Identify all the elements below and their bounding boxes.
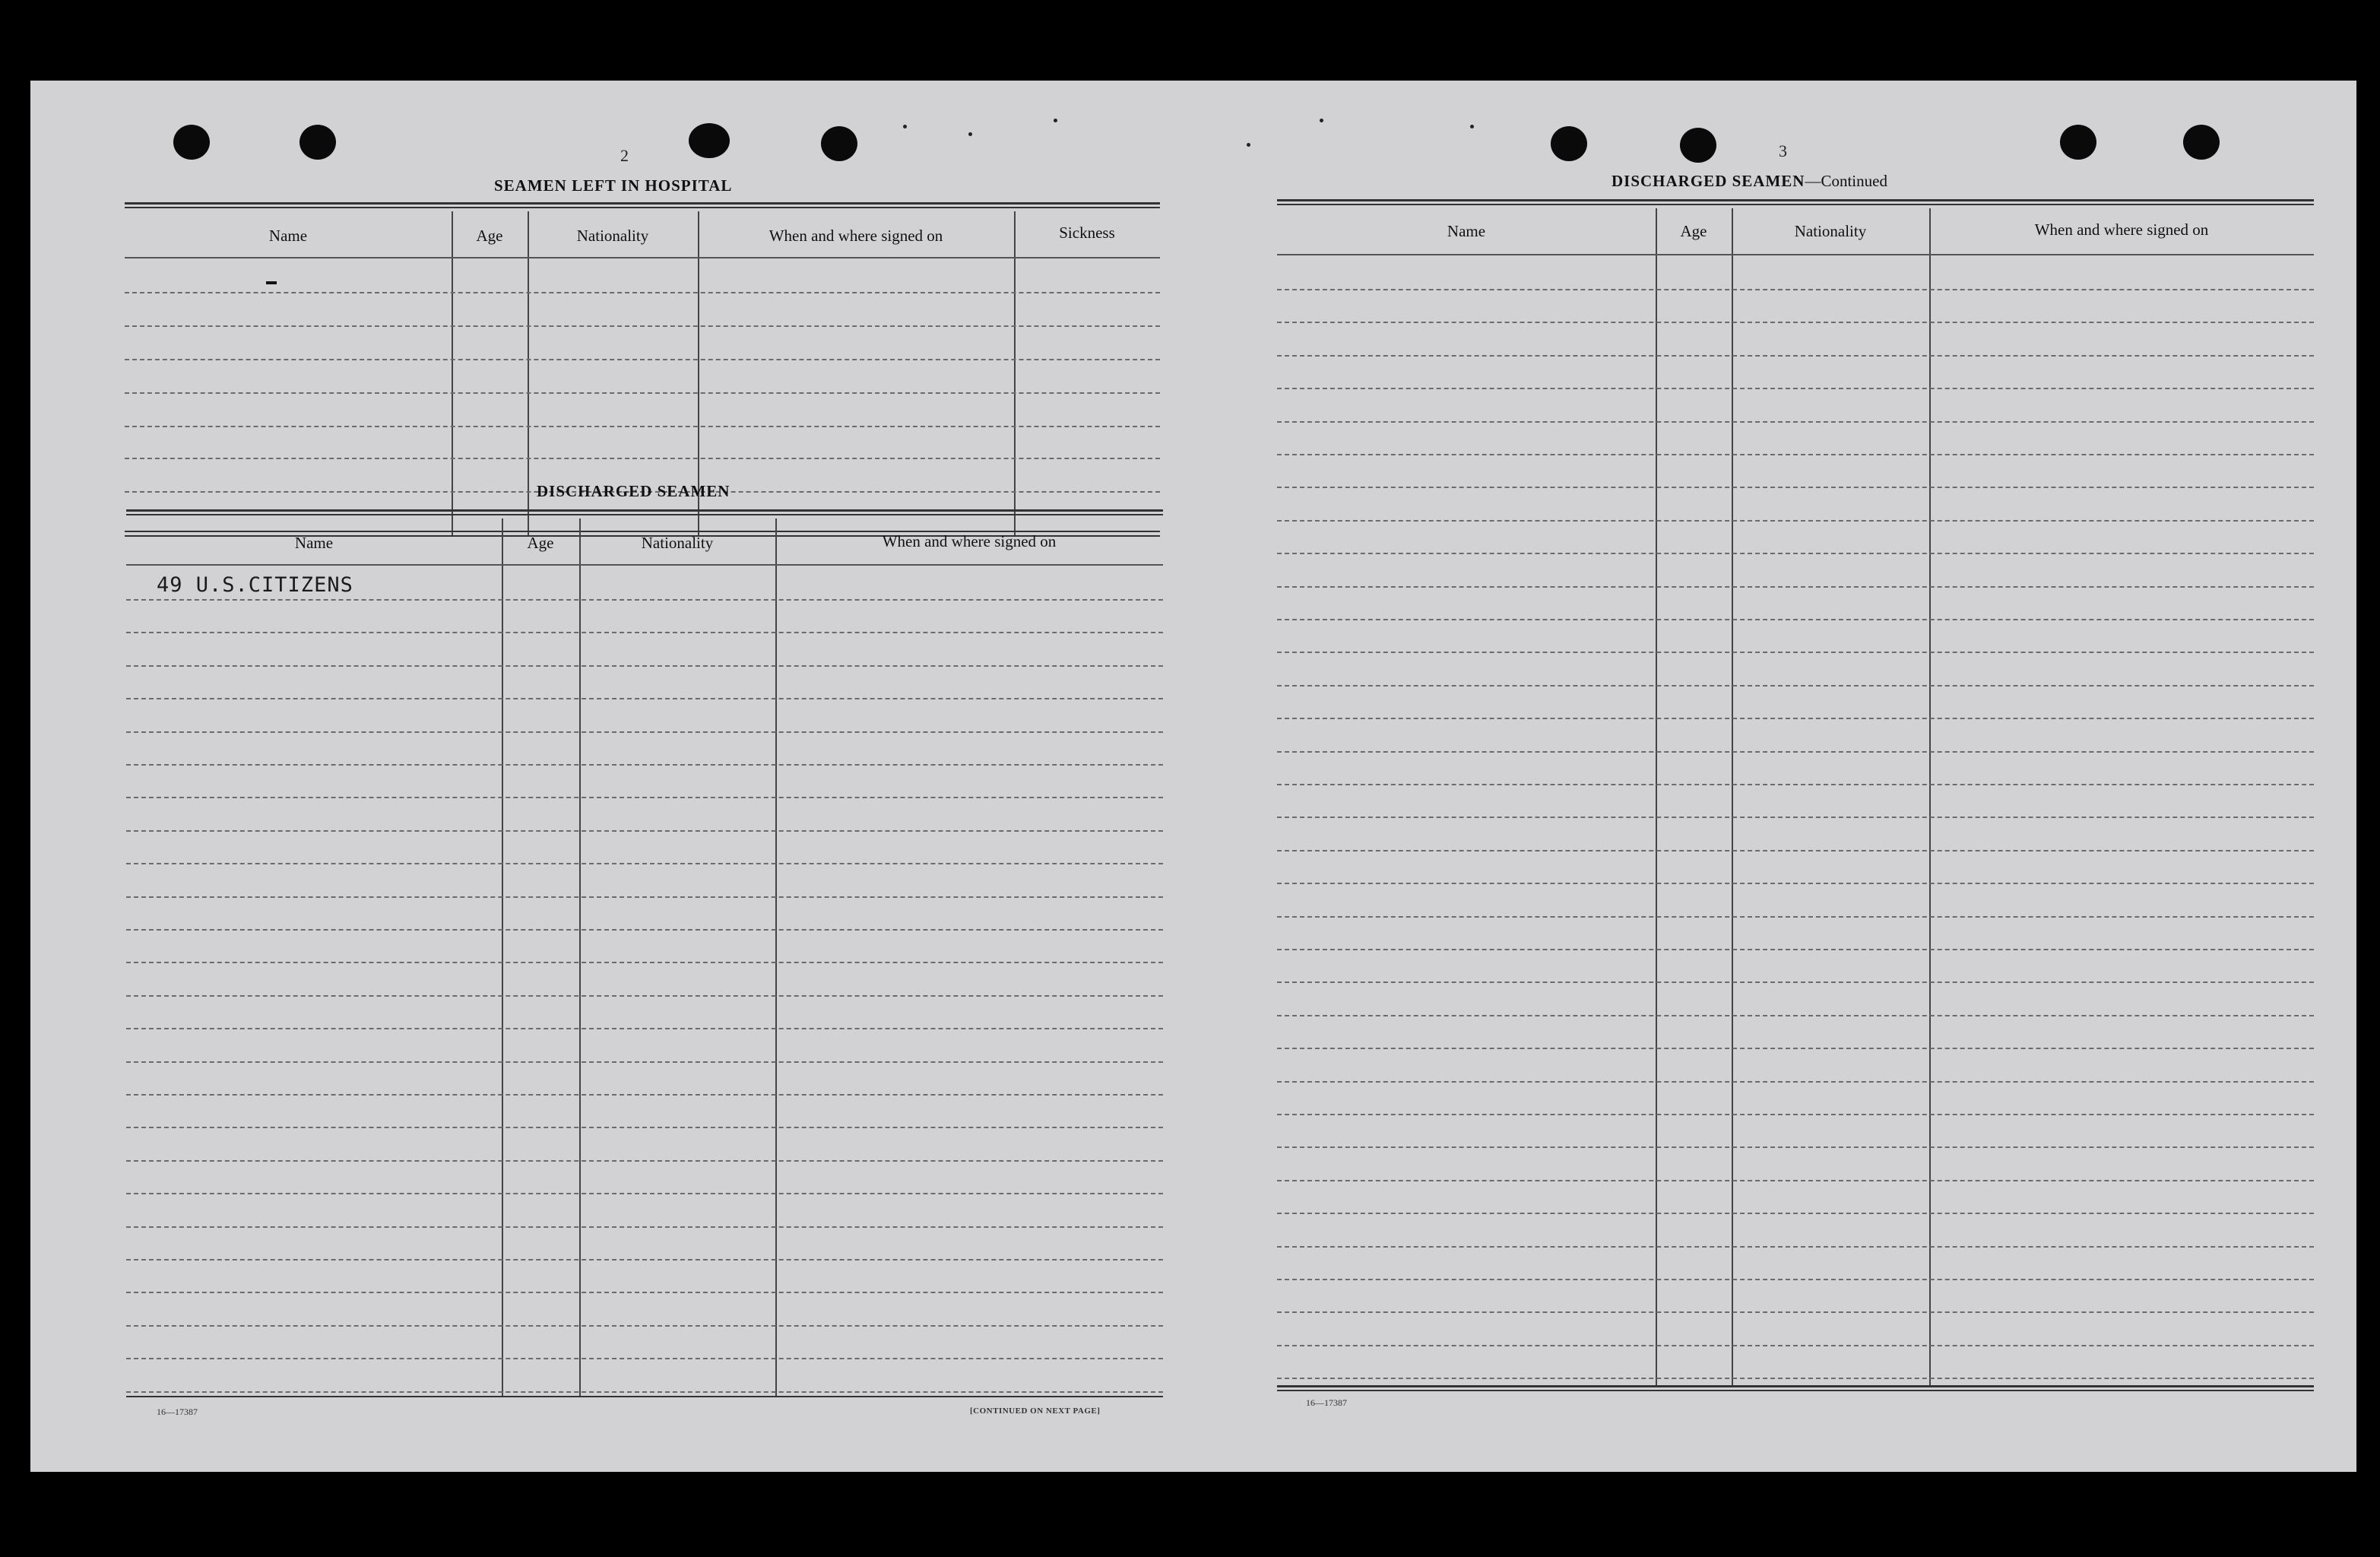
row-line [1277,652,2314,653]
row-line [1277,685,2314,687]
punch-hole [173,125,210,160]
row-line [1277,553,2314,554]
discharged-table-left [126,509,1163,1472]
double-rule [1277,204,2314,205]
row-line [126,1259,1163,1261]
bottom-rule [1277,1385,2314,1387]
row-line [1277,1146,2314,1148]
row-line [1277,817,2314,818]
double-rule [126,514,1163,515]
header-rule [126,564,1163,566]
row-line [125,292,1160,293]
column-divider [502,518,503,1396]
bottom-rule [1277,1390,2314,1391]
row-line [126,863,1163,864]
double-rule [125,207,1160,208]
column-header-name: Name [1447,222,1486,240]
column-header-sickness: Sickness [1059,224,1115,242]
row-line [126,599,1163,601]
row-line [126,797,1163,798]
section-title-hospital: SEAMEN LEFT IN HOSPITAL [494,176,733,195]
punch-hole [2060,125,2096,160]
column-header-signed-on: When and where signed on [882,532,1057,550]
discharged-entry-name: 49 U.S.CITIZENS [157,573,353,597]
row-line [126,1127,1163,1128]
row-line [126,764,1163,766]
row-line [1277,520,2314,522]
row-line [1277,751,2314,753]
row-line [125,458,1160,459]
row-line [1277,619,2314,620]
column-divider [1014,211,1016,537]
row-line [1277,1213,2314,1214]
column-header-nationality: Nationality [641,534,714,552]
header-rule [1277,254,2314,255]
row-line [1277,421,2314,423]
row-line [1277,916,2314,918]
row-line [126,1226,1163,1228]
punch-hole [2183,125,2220,160]
double-rule [125,202,1160,205]
row-line [1277,718,2314,719]
speck [968,132,972,136]
section-title-discharged-continued [1611,172,1887,191]
double-rule [126,509,1163,512]
row-line [126,962,1163,963]
column-header-signed-on: When and where signed on [2034,220,2209,239]
column-divider [1656,208,1657,1385]
row-line [1277,355,2314,357]
column-header-name: Name [294,534,334,552]
row-line [1277,784,2314,785]
bottom-rule [126,1396,1163,1397]
column-header-nationality: Nationality [1794,222,1867,240]
punch-hole [1551,126,1587,161]
row-line [125,359,1160,360]
row-line [126,1061,1163,1063]
row-line [126,632,1163,633]
column-header-nationality: Nationality [576,227,649,245]
row-line [1277,1279,2314,1280]
header-rule [125,257,1160,258]
speck [903,125,907,128]
row-line [126,1358,1163,1359]
column-divider [528,211,529,537]
continued-note: [CONTINUED ON NEXT PAGE] [970,1406,1101,1416]
row-line [125,426,1160,427]
row-line [126,1325,1163,1327]
row-line [1277,1378,2314,1379]
discharged-table-right [1277,199,2314,1472]
speck [1247,143,1250,147]
row-line [1277,586,2314,588]
name-entry-dash [266,281,277,284]
title-main: DISCHARGED SEAMEN [1611,172,1805,190]
row-line [126,1391,1163,1393]
column-header-age: Age [1680,222,1707,240]
row-line [1277,949,2314,950]
row-line [126,995,1163,997]
row-line [1277,1311,2314,1313]
row-line [126,1193,1163,1194]
column-divider [775,518,777,1396]
section-title-discharged: DISCHARGED SEAMEN [537,482,730,500]
row-line [1277,322,2314,323]
row-line [1277,981,2314,983]
column-divider [1732,208,1733,1385]
column-divider [452,211,453,537]
column-divider [1929,208,1931,1385]
document-page-spread [30,81,2356,1472]
form-number: 16—17387 [1306,1397,1347,1408]
page-number: 2 [620,146,629,165]
title-suffix: —Continued [1805,172,1887,190]
row-line [1277,1345,2314,1346]
speck [1054,119,1057,122]
speck [1470,125,1474,128]
row-line [126,929,1163,931]
column-header-age: Age [476,227,503,245]
column-header-age: Age [527,534,554,552]
row-line [1277,850,2314,851]
row-line [1277,388,2314,389]
row-line [1277,1180,2314,1181]
row-line [126,896,1163,898]
row-line [1277,1048,2314,1049]
row-line [126,731,1163,733]
column-divider [579,518,581,1396]
column-header-signed-on: When and where signed on [769,227,943,245]
punch-hole [299,125,336,160]
row-line [126,698,1163,699]
row-line [1277,487,2314,488]
row-line [126,1094,1163,1096]
punch-hole [689,123,730,158]
punch-hole [821,126,857,161]
row-line [1277,1246,2314,1248]
row-line [1277,1081,2314,1083]
row-line [1277,454,2314,455]
row-line [125,392,1160,394]
row-line [1277,289,2314,290]
page-number: 3 [1779,141,1787,160]
double-rule [1277,199,2314,201]
row-line [126,1160,1163,1162]
row-line [1277,1015,2314,1016]
row-line [126,1292,1163,1293]
row-line [1277,1114,2314,1115]
row-line [126,1028,1163,1029]
row-line [1277,883,2314,884]
column-header-name: Name [268,227,308,245]
form-number: 16—17387 [157,1406,198,1417]
speck [1320,119,1323,122]
punch-hole [1680,128,1716,163]
row-line [126,830,1163,832]
row-line [125,325,1160,327]
row-line [126,665,1163,667]
